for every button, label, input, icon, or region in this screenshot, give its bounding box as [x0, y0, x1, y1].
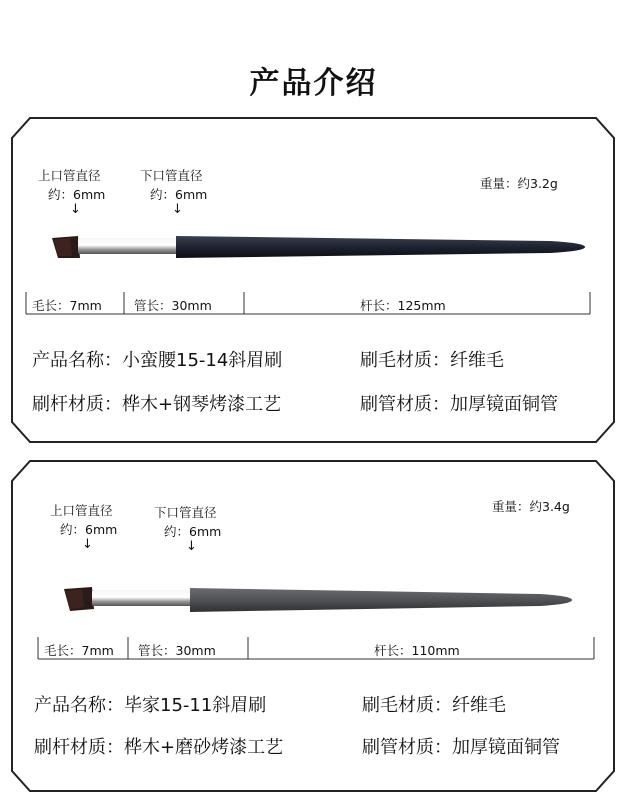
bottom-diameter-label: 下口管直径 — [154, 505, 217, 520]
handle-length: 杆长：125mm — [360, 298, 446, 313]
handle-length: 杆长：110mm — [374, 643, 460, 658]
hair-material — [362, 691, 506, 717]
down-arrow-icon: ↓ — [172, 202, 183, 217]
tube-material-value: 加厚镜面铜管 — [452, 737, 560, 758]
bottom-diameter-label: 下口管直径 — [140, 168, 203, 183]
tube-material — [360, 390, 558, 416]
tube-length: 管长：30mm — [138, 643, 216, 658]
top-diameter-label: 上口管直径 — [50, 503, 113, 518]
product-name-label: 产品名称： — [32, 350, 122, 371]
down-arrow-icon: ↓ — [70, 202, 81, 217]
brush-image — [10, 216, 616, 276]
page-title: 产品介绍 — [249, 66, 378, 101]
hair-material-label: 刷毛材质： — [362, 695, 452, 716]
product-name-label: 产品名称： — [34, 695, 124, 716]
down-arrow-icon: ↓ — [82, 537, 93, 552]
weight-text: 重量：约3.2g — [480, 176, 558, 191]
hair-material-value: 纤维毛 — [452, 695, 506, 716]
product-name-value: 毕家15-11斜眉刷 — [124, 695, 267, 716]
handle-material — [34, 733, 283, 759]
product-card-1 — [10, 116, 616, 444]
hair-material-value: 纤维毛 — [450, 350, 504, 371]
tube-length: 管长：30mm — [134, 298, 212, 313]
product-card-2 — [10, 459, 616, 793]
weight-text: 重量：约3.4g — [492, 499, 570, 514]
product-name-value: 小蛮腰15-14斜眉刷 — [122, 350, 283, 371]
handle-material-value: 桦木+钢琴烤漆工艺 — [122, 394, 282, 415]
top-diameter-value: 约：6mm — [48, 187, 106, 202]
hair-material — [360, 346, 504, 372]
tube-material-label: 刷管材质： — [360, 394, 450, 415]
bottom-diameter-value: 约：6mm — [164, 524, 222, 539]
down-arrow-icon: ↓ — [186, 539, 197, 554]
product-name — [32, 346, 282, 372]
handle-material-label: 刷杆材质： — [34, 737, 124, 758]
top-diameter-label: 上口管直径 — [38, 168, 101, 183]
handle-material — [32, 390, 281, 416]
brush-image — [10, 571, 616, 631]
bottom-diameter-value: 约：6mm — [150, 187, 208, 202]
handle-material-value: 桦木+磨砂烤漆工艺 — [124, 737, 284, 758]
hair-length: 毛长：7mm — [44, 643, 114, 658]
tube-material-value: 加厚镜面铜管 — [450, 394, 558, 415]
hair-material-label: 刷毛材质： — [360, 350, 450, 371]
tube-material-label: 刷管材质： — [362, 737, 452, 758]
handle-material-label: 刷杆材质： — [32, 394, 122, 415]
brush-ferrule — [78, 238, 178, 254]
brush-handle — [190, 588, 572, 612]
brush-handle — [176, 236, 585, 258]
top-diameter-value: 约：6mm — [60, 522, 118, 537]
product-name — [34, 691, 266, 717]
brush-ferrule — [92, 590, 192, 606]
tube-material — [362, 733, 560, 759]
hair-length: 毛长：7mm — [32, 298, 102, 313]
